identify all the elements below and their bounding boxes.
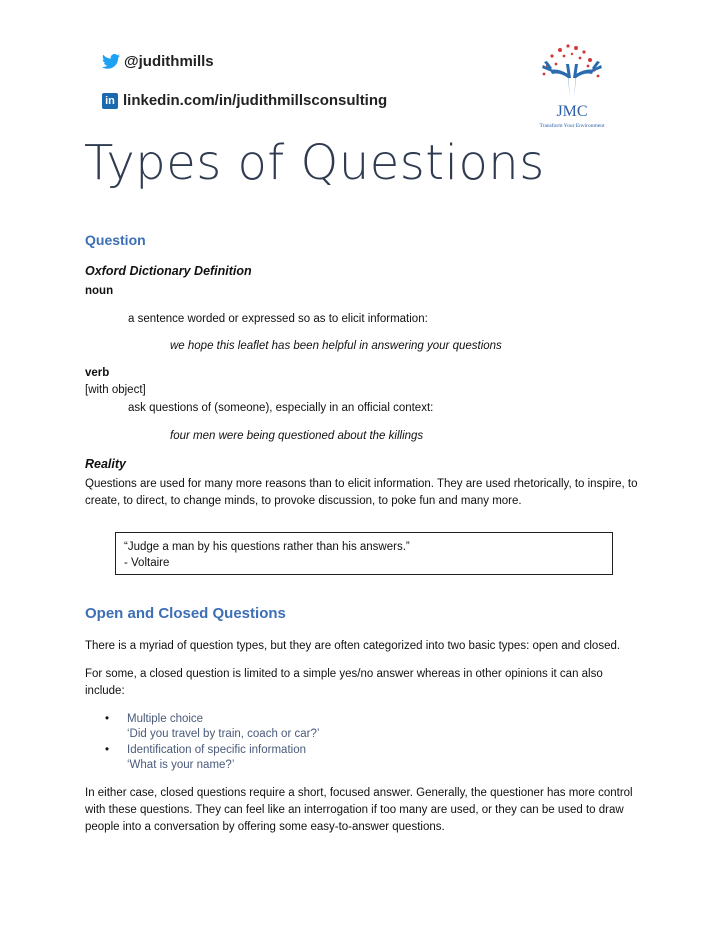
quote-text: “Judge a man by his questions rather than his answers.” bbox=[124, 541, 410, 553]
verb-definition: ask questions of (someone), especially in an official context: bbox=[128, 402, 434, 414]
twitter-handle[interactable]: @judithmills bbox=[124, 53, 214, 70]
open-closed-para2: For some, a closed question is limited to a simple yes/no answer whereas in other opinions it can also include: bbox=[85, 668, 603, 697]
noun-example: we hope this leaflet has been helpful in answering your questions bbox=[170, 340, 502, 352]
quote-author: - Voltaire bbox=[124, 557, 170, 569]
twitter-row[interactable] bbox=[102, 53, 214, 70]
logo-text: JMC bbox=[556, 103, 588, 120]
jmc-logo bbox=[530, 42, 614, 128]
linkedin-url[interactable]: linkedin.com/in/judithmillsconsulting bbox=[123, 92, 388, 109]
reality-heading: Reality bbox=[85, 457, 126, 471]
reality-text: Questions are used for many more reasons than to elicit information. They are used rhetorically, to inspire, to create, to direct, to change minds, to provoke discussion, to poke fun and many more. bbox=[85, 478, 638, 507]
open-closed-para3: In either case, closed questions require a short, focused answer. Generally, the questioner has more control with these questions. They can feel like an interrogation if too many are used, or they can be used to draw people into a conversation by offering some easy-to-answer questions. bbox=[85, 787, 633, 833]
list-item bbox=[85, 743, 625, 773]
list-item bbox=[85, 712, 625, 742]
linkedin-icon: in bbox=[102, 93, 118, 109]
open-closed-heading: Open and Closed Questions bbox=[85, 605, 286, 622]
linkedin-row[interactable] bbox=[102, 92, 387, 109]
page-title: Types of Questions bbox=[84, 135, 545, 191]
bullet-label: Multiple choice bbox=[127, 713, 204, 725]
verb-label: verb bbox=[85, 367, 110, 379]
bullet-icon: • bbox=[105, 713, 110, 725]
verb-note: [with object] bbox=[85, 384, 146, 396]
noun-label: noun bbox=[85, 285, 114, 297]
logo-tagline: Transform Your Environment bbox=[539, 123, 605, 129]
quote-box bbox=[115, 532, 613, 575]
verb-example: four men were being questioned about the killings bbox=[170, 430, 424, 442]
tree-hands-icon bbox=[530, 42, 614, 100]
noun-definition: a sentence worded or expressed so as to elicit information: bbox=[128, 313, 428, 325]
dict-heading: Oxford Dictionary Definition bbox=[85, 264, 252, 278]
bullet-label: Identification of specific information bbox=[127, 744, 306, 756]
bullet-example: ‘Did you travel by train, coach or car?’ bbox=[127, 728, 320, 740]
bullet-example: ‘What is your name?’ bbox=[127, 759, 235, 771]
twitter-icon bbox=[102, 54, 120, 69]
question-heading: Question bbox=[85, 232, 146, 248]
open-closed-para1: There is a myriad of question types, but they are often categorized into two basic types: open and closed. bbox=[85, 640, 621, 652]
bullet-icon: • bbox=[105, 744, 110, 756]
closed-question-types-list bbox=[85, 712, 625, 774]
